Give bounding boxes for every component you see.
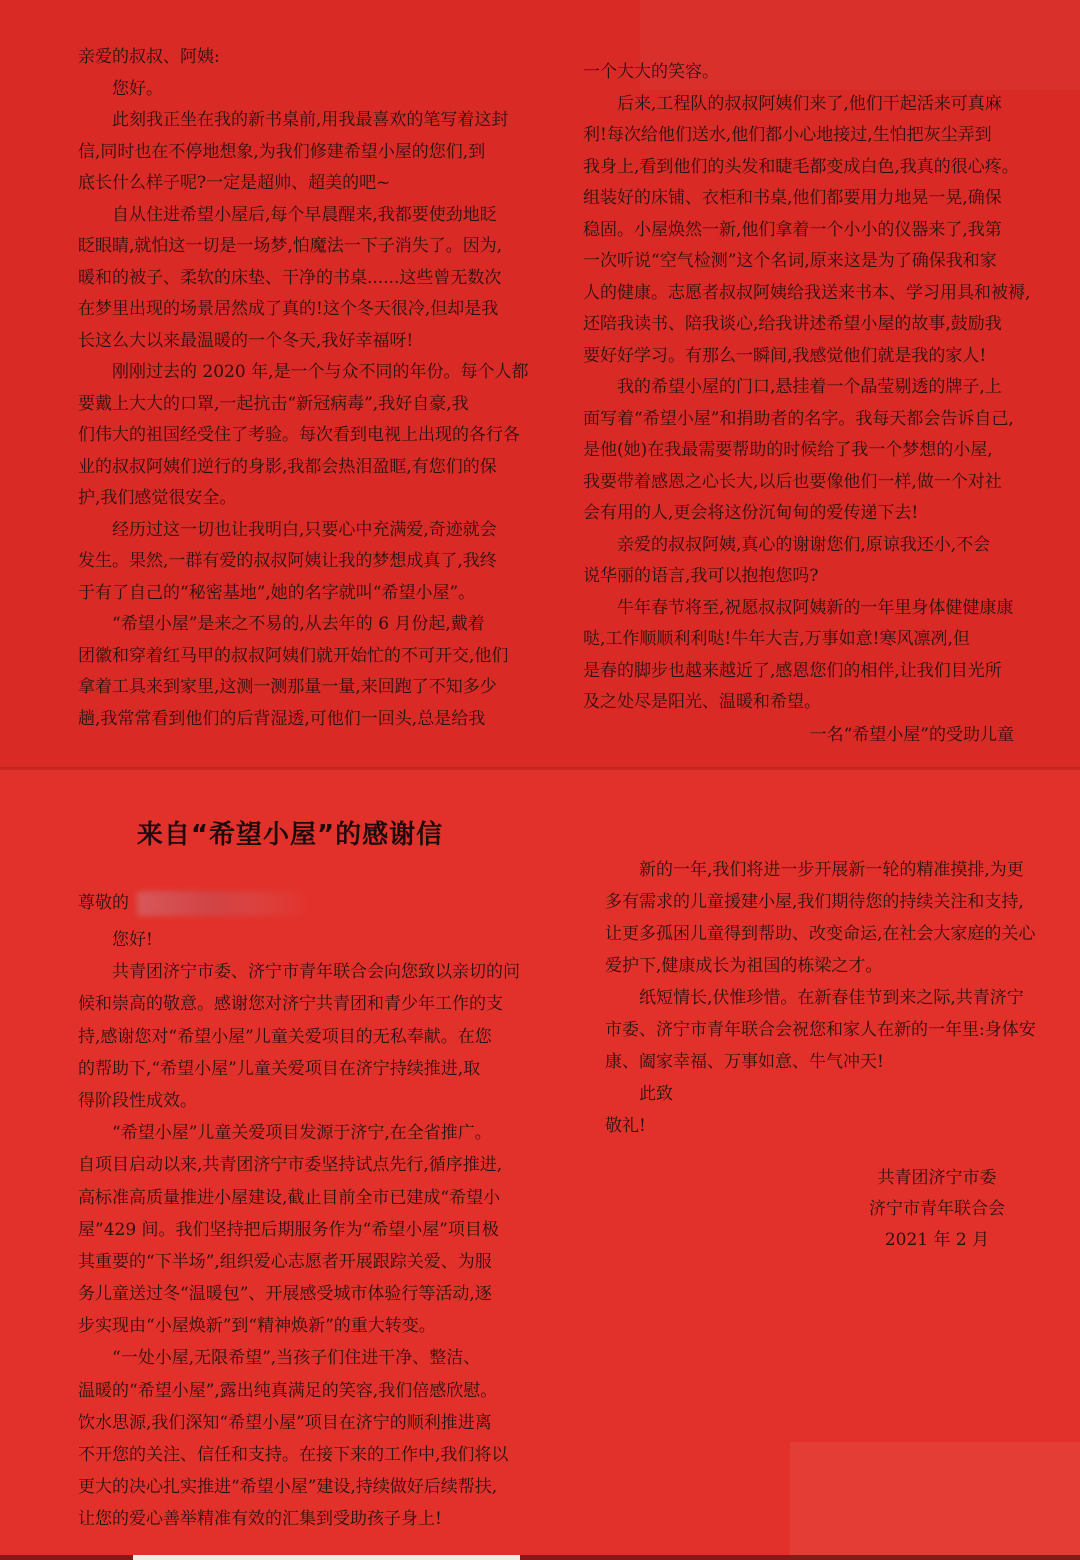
letter-line: 爱护下,健康成长为祖国的栋梁之才。	[605, 956, 883, 976]
letter-line: 组装好的床铺、衣柜和书桌,他们都要用力地晃一晃,确保	[583, 188, 1002, 208]
letter-line: 拿着工具来到家里,这测一测那量一量,来回跑了不知多少	[78, 677, 497, 697]
letter-line: 眨眼睛,就怕这一切是一场梦,怕魔法一下子消失了。因为,	[78, 236, 503, 256]
letter-line: 的帮助下,“希望小屋”儿童关爱项目在济宁持续推进,取	[78, 1058, 481, 1079]
letter-line: 利!每次给他们送水,他们都小心地接过,生怕把灰尘弄到	[583, 125, 992, 145]
letter-line: 让您的爱心善举精准有效的汇集到受助孩子身上!	[78, 1509, 442, 1530]
letter-line: 信,同时也在不停地想象,为我们修建希望小屋的您们,到	[78, 141, 486, 162]
signature-line: 济宁市青年联合会	[869, 1199, 1005, 1219]
page1-right-column	[583, 57, 1031, 719]
letter-line: 们伟大的祖国经受住了考验。每次看到电视上出现的各行各	[78, 425, 520, 445]
letter-line: 务儿童送过冬“温暖包”、开展感受城市体验行等活动,逐	[78, 1284, 492, 1305]
letter-line: 亲爱的叔叔、阿姨:	[78, 47, 220, 67]
letter-title: 来自“希望小屋”的感谢信	[136, 820, 444, 850]
letter-line: 亲爱的叔叔阿姨,真心的谢谢您们,原谅我还小,不会	[583, 534, 991, 555]
letter-line: 不开您的关注、信任和支持。在接下来的工作中,我们将以	[78, 1445, 509, 1465]
letter-line: 让更多孤困儿童得到帮助、改变命运,在社会大家庭的关心	[605, 924, 1036, 944]
letter-line: 您好!	[78, 930, 153, 950]
letter-line: 此致	[605, 1084, 673, 1104]
letter-line: 自从住进希望小屋后,每个早晨醒来,我都要使劲地眨	[78, 204, 497, 225]
letter-line: 说华丽的语言,我可以抱抱您吗?	[583, 566, 819, 586]
letter-line: 您好。	[78, 78, 163, 99]
letter-line: 多有需求的儿童援建小屋,我们期待您的持续关注和支持,	[605, 892, 1024, 912]
letter-line: 刚刚过去的 2020 年,是一个与众不同的年份。每个人都	[78, 362, 529, 382]
letter-line: 后来,工程队的叔叔阿姨们来了,他们干起活来可真麻	[583, 93, 1002, 114]
letter-line: “希望小屋”是来之不易的,从去年的 6 月份起,戴着	[78, 614, 485, 634]
letter-line: 底长什么样子呢?一定是超帅、超美的吧~	[78, 173, 391, 193]
signature-block	[852, 1163, 1022, 1256]
letter-line: 哒,工作顺顺利利哒!牛年大吉,万事如意!寒风凛冽,但	[583, 629, 970, 649]
letter-line: 更大的决心扎实推进“希望小屋”建设,持续做好后续帮扶,	[78, 1477, 498, 1498]
letter-line: 我的希望小屋的门口,悬挂着一个晶莹剔透的牌子,上	[583, 377, 1002, 397]
salutation-prefix: 尊敬的	[78, 893, 129, 913]
letter-line: 此刻我正坐在我的新书桌前,用我最喜欢的笔写着这封	[78, 110, 509, 130]
letter-line: 纸短情长,伏惟珍惜。在新春佳节到来之际,共青济宁	[605, 988, 1024, 1008]
letter-line: 持,感谢您对“希望小屋”儿童关爱项目的无私奉献。在您	[78, 1026, 492, 1047]
letter-line: 还陪我读书、陪我谈心,给我讲述希望小屋的故事,鼓励我	[583, 314, 1002, 334]
letter-line: 要戴上大大的口罩,一起抗击“新冠病毒”,我好自豪,我	[78, 393, 469, 414]
letter-line: “一处小屋,无限希望”,当孩子们住进干净、整洁、	[78, 1348, 481, 1369]
letter-line: 候和崇高的敬意。感谢您对济宁共青团和青少年工作的支	[78, 994, 503, 1015]
letter-line: 稳固。小屋焕然一新,他们拿着一个小小的仪器来了,我第	[583, 219, 1002, 240]
letter-line: 团徽和穿着红马甲的叔叔阿姨们就开始忙的不可开交,他们	[78, 645, 509, 666]
scanner-bottom-edge	[0, 1555, 1080, 1560]
letter-line: 人的健康。志愿者叔叔阿姨给我送来书本、学习用具和被褥,	[583, 282, 1031, 303]
page1-left-column	[78, 42, 529, 735]
letter-line: 其重要的“下半场”,组织爱心志愿者开展跟踪关爱、为服	[78, 1251, 492, 1272]
signature-line: 共青团济宁市委	[877, 1168, 997, 1188]
letter-line: 护,我们感觉很安全。	[78, 488, 237, 508]
letter-line: 我要带着感恩之心长大,以后也要像他们一样,做一个对社	[583, 471, 1002, 492]
letter-line: 我身上,看到他们的头发和睫毛都变成白色,我真的很心疼。	[583, 156, 1019, 177]
letter-line: 步实现由“小屋焕新”到“精神焕新”的重大转变。	[78, 1316, 436, 1337]
letter-line: 发生。果然,一群有爱的叔叔阿姨让我的梦想成真了,我终	[78, 551, 497, 571]
letter-line: 趟,我常常看到他们的后背湿透,可他们一回头,总是给我	[78, 708, 486, 729]
letter-line: 市委、济宁市青年联合会祝您和家人在新的一年里:身体安	[605, 1020, 1036, 1040]
letter-line: 于有了自己的“秘密基地”,她的名字就叫“希望小屋”。	[78, 582, 476, 603]
page1-signature: 一名“希望小屋”的受助儿童	[809, 725, 1014, 745]
salutation	[78, 888, 303, 918]
letter-line: 得阶段性成效。	[78, 1090, 197, 1111]
letter-line: 温暖的“希望小屋”,露出纯真满足的笑容,我们倍感欣慰。	[78, 1380, 498, 1401]
letter-line: 会有用的人,更会将这份沉甸甸的爱传递下去!	[583, 503, 919, 523]
redacted-name-blur	[137, 891, 303, 916]
letter-line: 共青团济宁市委、济宁市青年联合会向您致以亲切的问	[78, 962, 520, 983]
letter-line: 面写着“希望小屋”和捐助者的名字。我每天都会告诉自己,	[583, 408, 1014, 429]
letter-line: 一次听说“空气检测”这个名词,原来这是为了确保我和家	[583, 251, 997, 271]
letter-line: 暖和的被子、柔软的床垫、干净的书桌......这些曾无数次	[78, 267, 502, 288]
page2-left-column	[78, 924, 518, 1536]
letter-line: 及之处尽是阳光、温暖和希望。	[583, 692, 821, 712]
letter-line: 是他(她)在我最需要帮助的时候给了我一个梦想的小屋,	[583, 440, 993, 460]
letter-line: 长这么大以来最温暖的一个冬天,我好幸福呀!	[78, 330, 414, 351]
letter-line: 是春的脚步也越来越近了,感恩您们的相伴,让我们目光所	[583, 660, 1002, 681]
signature-line: 2021 年 2 月	[884, 1230, 990, 1250]
letter-line: 经历过这一切也让我明白,只要心中充满爱,奇迹就会	[78, 519, 497, 540]
letter-page-2	[0, 770, 1080, 1560]
page2-right-column	[605, 854, 1036, 1142]
letter-line: 要好好学习。有那么一瞬间,我感觉他们就是我的家人!	[583, 345, 987, 366]
letter-line: 牛年春节将至,祝愿叔叔阿姨新的一年里身体健健康康	[583, 597, 1014, 618]
letter-line: “希望小屋”儿童关爱项目发源于济宁,在全省推广。	[78, 1123, 492, 1144]
letter-line: 饮水思源,我们深知“希望小屋”项目在济宁的顺利推进离	[78, 1412, 492, 1433]
scanner-edge-highlight	[133, 1555, 520, 1560]
scan-light-patch-bottom	[790, 1442, 1080, 1560]
letter-line: 康、阖家幸福、万事如意、牛气冲天!	[605, 1052, 884, 1072]
letter-page-1	[0, 0, 1080, 770]
letter-line: 业的叔叔阿姨们逆行的身影,我都会热泪盈眶,有您们的保	[78, 456, 497, 477]
letter-line: 高标准高质量推进小屋建设,截止目前全市已建成“希望小	[78, 1187, 501, 1208]
letter-line: 在梦里出现的场景居然成了真的!这个冬天很冷,但却是我	[78, 299, 499, 319]
letter-line: 一个大大的笑容。	[583, 62, 719, 82]
letter-line: 自项目启动以来,共青团济宁市委坚持试点先行,循序推进,	[78, 1155, 503, 1176]
letter-line: 敬礼!	[605, 1116, 646, 1136]
letter-line: 新的一年,我们将进一步开展新一轮的精准摸排,为更	[605, 860, 1024, 880]
letter-line: 屋”429 间。我们坚持把后期服务作为“希望小屋”项目极	[78, 1219, 499, 1240]
